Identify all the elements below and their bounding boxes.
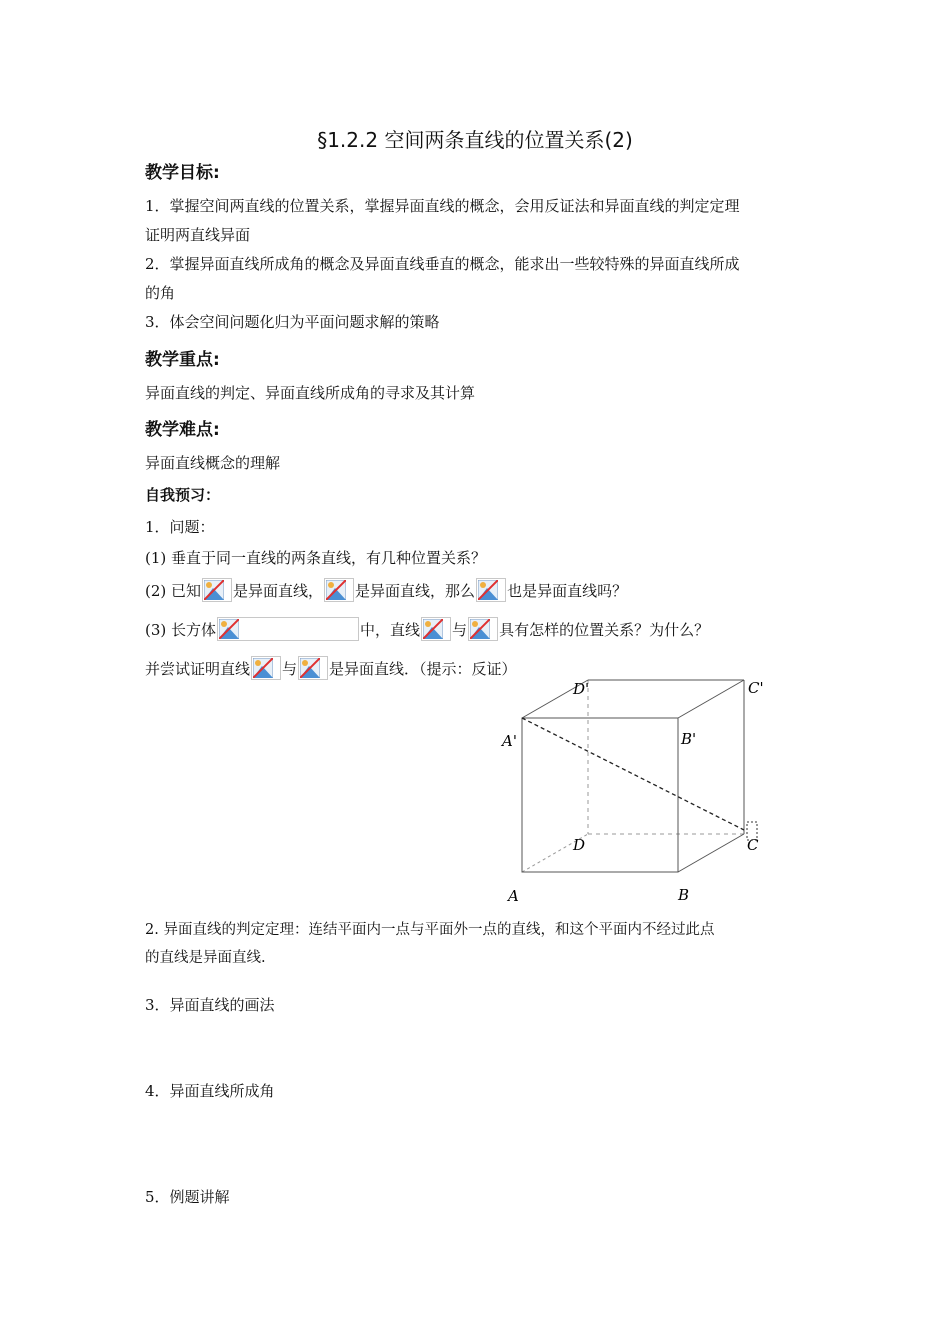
edge-b1c1 (678, 680, 744, 718)
diagonal-a1c (522, 718, 744, 830)
label-b: B (678, 886, 690, 904)
question-3-part-d: 具有怎样的位置关系？为什么？ (499, 620, 710, 639)
label-a1: A' (502, 732, 517, 750)
question-3-part-a: (3) 长方体 (145, 620, 217, 639)
question-2-part-a: (2) 已知 (145, 581, 202, 600)
label-d1: D' (573, 680, 590, 698)
question-4 (145, 656, 517, 680)
label-c: C (747, 836, 759, 854)
question-4-part-c: 是异面直线．（提示：反证） (329, 659, 517, 678)
label-c1: C' (748, 679, 764, 697)
question-4-part-a: 并尝试证明直线 (145, 659, 251, 678)
objectives-heading: 教学目标: (145, 163, 220, 183)
question-3 (145, 617, 709, 641)
objective-2-line-2: 的角 (145, 284, 176, 302)
label-a: A (508, 887, 519, 905)
question-3-part-b: 中，直线 (360, 620, 421, 639)
front-face (522, 718, 678, 872)
objective-3: 3．体会空间问题化归为平面问题求解的策略 (145, 313, 440, 331)
broken-image-icon (468, 617, 498, 641)
question-2 (145, 578, 627, 602)
difficulties-heading: 教学难点: (145, 420, 220, 440)
question-2-part-b: 是异面直线， (233, 581, 324, 600)
broken-image-icon (202, 578, 232, 602)
question-2-part-d: 也是异面直线吗？ (507, 581, 628, 600)
cube-figure (495, 676, 775, 912)
question-1: (1) 垂直于同一直线的两条直线，有几种位置关系？ (145, 549, 487, 567)
objective-2-line-1: 2．掌握异面直线所成角的概念及异面直线垂直的概念，能求出一些较特殊的异面直线所成 (145, 255, 740, 273)
broken-image-icon (217, 617, 359, 641)
broken-image-icon (476, 578, 506, 602)
broken-image-icon (298, 656, 328, 680)
label-d: D (573, 836, 586, 854)
question-title: 1．问题： (145, 518, 215, 536)
key-points-heading: 教学重点: (145, 350, 220, 370)
question-2-part-c: 是异面直线，那么 (355, 581, 476, 600)
preview-heading: 自我预习： (145, 486, 221, 504)
page-title: §1.2.2 空间两条直线的位置关系(2) (317, 128, 633, 152)
question-3-part-c: 与 (452, 620, 468, 639)
broken-image-icon (421, 617, 451, 641)
question-4-part-b: 与 (282, 659, 298, 678)
key-points-text: 异面直线的判定、异面直线所成角的寻求及其计算 (145, 384, 476, 402)
broken-image-icon (251, 656, 281, 680)
broken-image-icon (324, 578, 354, 602)
difficulties-text: 异面直线概念的理解 (145, 454, 281, 472)
section-3: 3．异面直线的画法 (145, 996, 275, 1014)
objective-1-line-2: 证明两直线异面 (145, 226, 251, 244)
theorem-line-2: 的直线是异面直线. (145, 950, 266, 966)
section-5: 5．例题讲解 (145, 1188, 230, 1206)
label-b1: B' (681, 730, 697, 748)
objective-1-line-1: 1．掌握空间两直线的位置关系，掌握异面直线的概念，会用反证法和异面直线的判定定理 (145, 197, 740, 215)
edge-bc (678, 834, 744, 872)
theorem-line-1: 2. 异面直线的判定定理：连结平面内一点与平面外一点的直线，和这个平面内不经过此点 (145, 922, 715, 938)
section-4: 4．异面直线所成角 (145, 1082, 275, 1100)
